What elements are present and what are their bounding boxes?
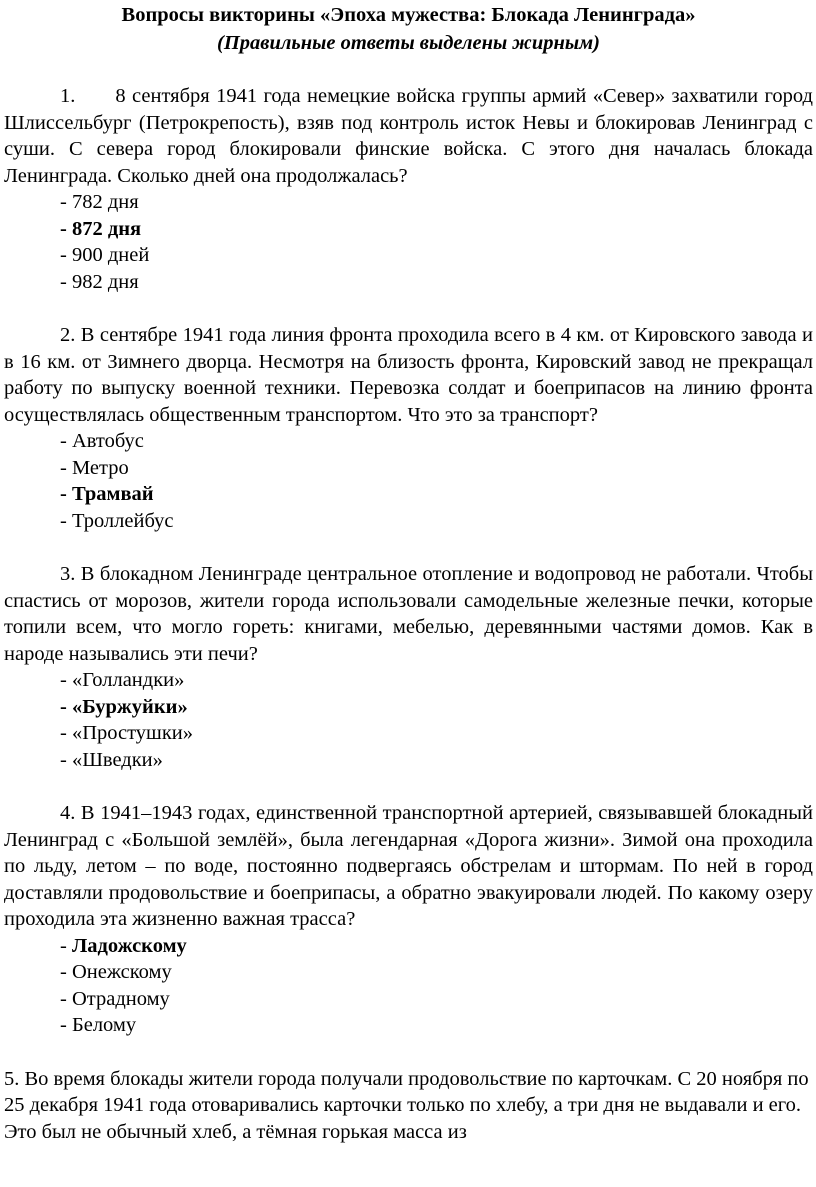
question-4-options xyxy=(4,933,813,1039)
question-2-correct-option: - Трамвай xyxy=(60,483,154,505)
question-3-option: - «Простушки» xyxy=(60,722,194,744)
question-1-correct-option: - 872 дня xyxy=(60,217,142,240)
question-4-correct-option xyxy=(60,933,813,960)
question-4-text: 4. В 1941–1943 годах, единственной транспортной артерией, связывавшей блокадный Ленинград с «Большой землёй», была легендарная «Дорога жизни». Зимой она проходила по льду, летом – по воде, постоянно подвергаясь обстрелам и штормам. По ней в город доставляли продовольствие и боеприпасы, а обратно эвакуировали людей. По какому озеру проходила эта жизненно важная трасса? xyxy=(4,802,813,930)
question-4-correct-prefix: - xyxy=(60,934,72,957)
question-3-option: - «Голландки» xyxy=(60,669,185,691)
page-title: Вопросы викторины «Эпоха мужества: Блокада Ленинграда» xyxy=(121,4,696,26)
question-1-options xyxy=(4,189,813,295)
question-3-text: 3. В блокадном Ленинграде центральное отопление и водопровод не работали. Чтобы спастись от морозов, жители города использовали самодельные железные печки, которые топили всем, что могло гореть: книгами, мебелью, деревянными частями домов. Как в народе назывались эти печи? xyxy=(4,563,813,665)
question-3-options xyxy=(4,667,813,773)
question-4-option: - Отрадному xyxy=(60,987,170,1010)
question-2-option: - Метро xyxy=(60,456,129,479)
question-1-option: - 782 дня xyxy=(60,191,139,213)
question-1-option: - 900 дней xyxy=(60,244,150,266)
question-4-correct-answer: Ладожскому xyxy=(71,934,187,957)
question-3-option: - «Шведки» xyxy=(60,748,163,771)
question-4-option: - Онежскому xyxy=(60,961,172,983)
question-1-number: 1. xyxy=(60,85,76,107)
question-5-text: 5. Во время блокады жители города получали продовольствие по карточкам. С 20 ноября по 25 декабря 1941 года отоваривались карточки только по хлебу, а три дня не выдавали и его. Это был не обычный хлеб, а тёмная горькая масса из xyxy=(4,1067,809,1143)
question-1-text xyxy=(4,83,813,189)
question-2-options xyxy=(4,428,813,534)
question-4-option: - Белому xyxy=(60,1014,137,1036)
question-2-option: - Троллейбус xyxy=(60,509,174,532)
page-subtitle: (Правильные ответы выделены жирным) xyxy=(217,32,600,54)
question-2-text: 2. В сентябре 1941 года линия фронта проходила всего в 4 км. от Кировского завода и в 16 км. от Зимнего дворца. Несмотря на близость фронта, Кировский завод не прекращал работу по выпуску военной техники. Перевозка солдат и боеприпасов на линию фронта осуществлялась общественным транспортом. Что это за транспорт? xyxy=(4,324,813,426)
question-1-body: 8 сентября 1941 года немецкие войска группы армий «Север» захватили город Шлиссельбург (Петрокрепость), взяв под контроль исток Невы и блокировав Ленинград с суши. С севера город блокировали финские войска. С этого дня началась блокада Ленинграда. Сколько дней она продолжалась? xyxy=(4,85,813,187)
question-1-option: - 982 дня xyxy=(60,270,139,293)
question-2-option: - Автобус xyxy=(60,430,144,452)
question-3-correct-option: - «Буржуйки» xyxy=(60,695,188,718)
